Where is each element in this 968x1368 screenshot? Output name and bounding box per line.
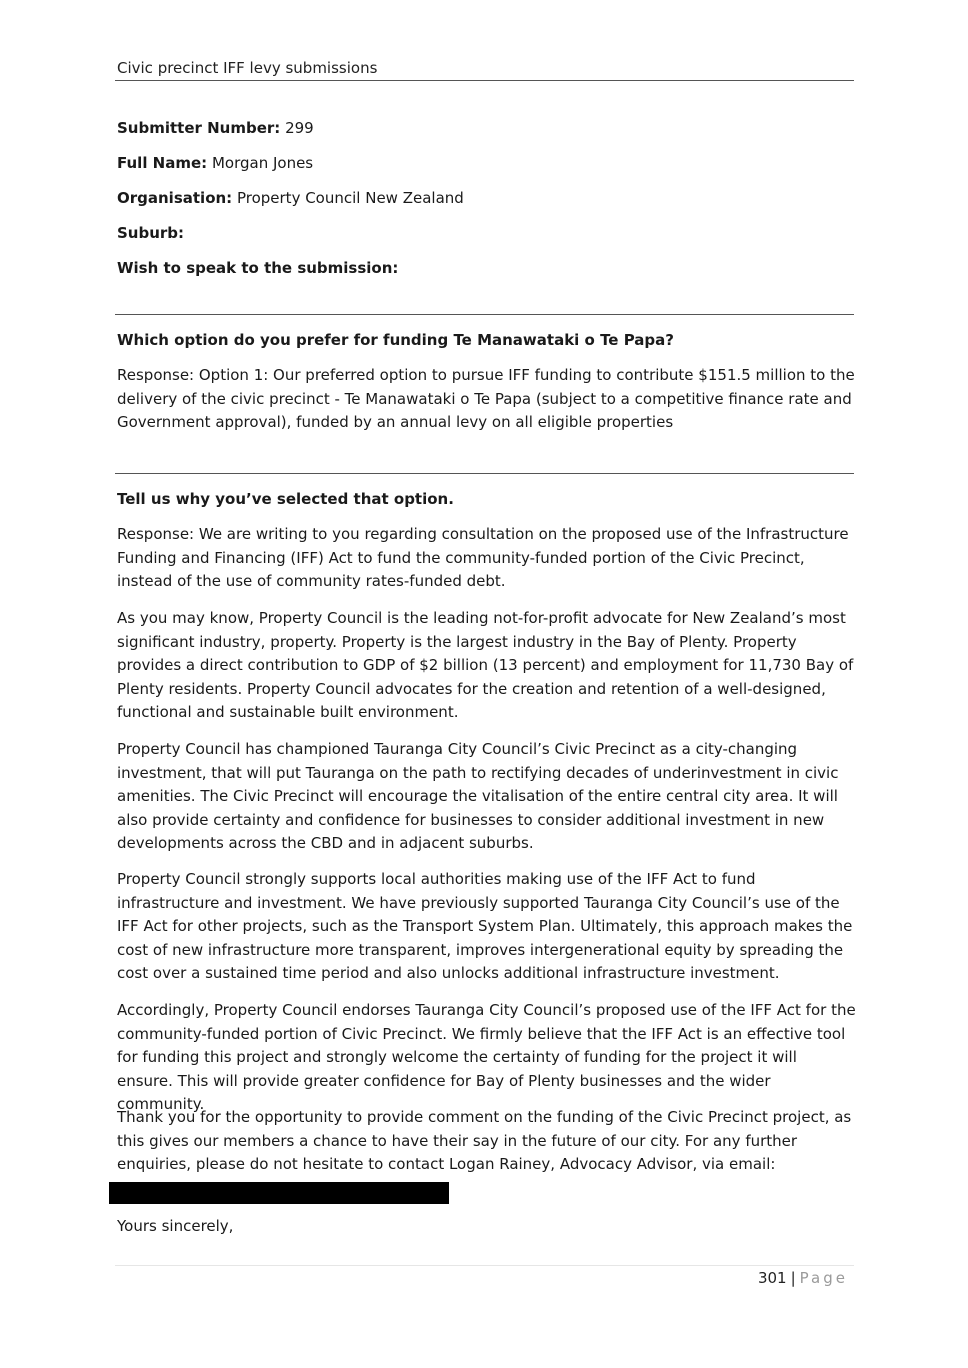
wish-to-speak-label: Wish to speak to the submission: [117, 259, 399, 277]
response-paragraph: As you may know, Property Council is the leading not-for-profit advocate for New Zealand’s most significant industry, property. Property is the largest industry in the Bay of Plenty. Property provides a direct contribution to GDP of $2 billion (13 percent) and employment for 11,730 Bay of Plenty residents. Property Council advocates for the creation and retention of a well-designed, functional and sustainable built environment. [117, 609, 854, 721]
header-divider [115, 80, 854, 81]
section-divider-2 [115, 473, 854, 474]
footer-separator: | [790, 1269, 796, 1287]
question-why-option: Tell us why you’ve selected that option. [117, 490, 454, 508]
submitter-number-label: Submitter Number: [117, 119, 281, 137]
response-paragraph: Property Council has championed Tauranga City Council’s Civic Precinct as a city-changing investment, that will put Tauranga on the path to rectifying decades of underinvestment in civic amenities. The Civic Precinct will encourage the vitalisation of the entire central city area. It will also provide certainty and confidence for businesses to consider additional investment in new developments across the CBD and in adjacent suburbs. [117, 740, 839, 852]
redacted-email-block [109, 1182, 449, 1204]
response-paragraph: Property Council strongly supports local authorities making use of the IFF Act to fund infrastructure and investment. We have previously supported Tauranga City Council’s use of the IFF Act for other projects, such as the Transport System Plan. Ultimately, this approach makes the cost of new infrastructure more transparent, improves intergenerational equity by spreading the cost over a sustained time period and also unlocks additional infrastructure investment. [117, 870, 853, 982]
suburb-label: Suburb: [117, 224, 185, 242]
closing-salutation: Yours sincerely, [117, 1217, 234, 1235]
organisation-label: Organisation: [117, 189, 233, 207]
page-footer [758, 1268, 848, 1288]
response-paragraph: Response: We are writing to you regarding consultation on the proposed use of the Infrastructure Funding and Financing (IFF) Act to fund the community-funded portion of the Civic Precinct, instead of the use of community rates-funded debt. [117, 525, 849, 590]
organisation-row [117, 188, 853, 208]
organisation-value: Property Council New Zealand [236, 189, 464, 207]
response-paragraph: Thank you for the opportunity to provide comment on the funding of the Civic Precinct project, as this gives our members a chance to have their say in the future of our city. For any further enquiries, please do not hesitate to contact Logan Rainey, Advocacy Advisor, via email: [117, 1108, 852, 1173]
full-name-label: Full Name: [117, 154, 208, 172]
question-funding-option: Which option do you prefer for funding Te Manawataki o Te Papa? [117, 331, 674, 349]
response-paragraph: Accordingly, Property Council endorses Tauranga City Council’s proposed use of the IFF Act for the community-funded portion of Civic Precinct. We firmly believe that the IFF Act is an effective tool for funding this project and strongly welcome the certainty of funding for the project it will ensure. This will provide greater confidence for Bay of Plenty businesses and the wider community. [117, 1001, 856, 1113]
submitter-number-value: 299 [285, 119, 314, 137]
footer-divider [115, 1265, 854, 1266]
submitter-number-row [117, 118, 853, 138]
full-name-row [117, 153, 853, 173]
page-number: 301 [757, 1269, 787, 1287]
response-funding-option: Response: Option 1: Our preferred option to pursue IFF funding to contribute $151.5 million to the delivery of the civic precinct - Te Manawataki o Te Papa (subject to a competitive finance rate and Government approval), funded by an annual levy on all eligible properties [117, 366, 855, 431]
section-divider-1 [115, 314, 854, 315]
page-header-title: Civic precinct IFF levy submissions [117, 59, 378, 77]
wish-to-speak-row [117, 258, 853, 278]
full-name-value: Morgan Jones [211, 154, 314, 172]
page-word: Page [799, 1269, 848, 1287]
suburb-row [117, 223, 853, 243]
